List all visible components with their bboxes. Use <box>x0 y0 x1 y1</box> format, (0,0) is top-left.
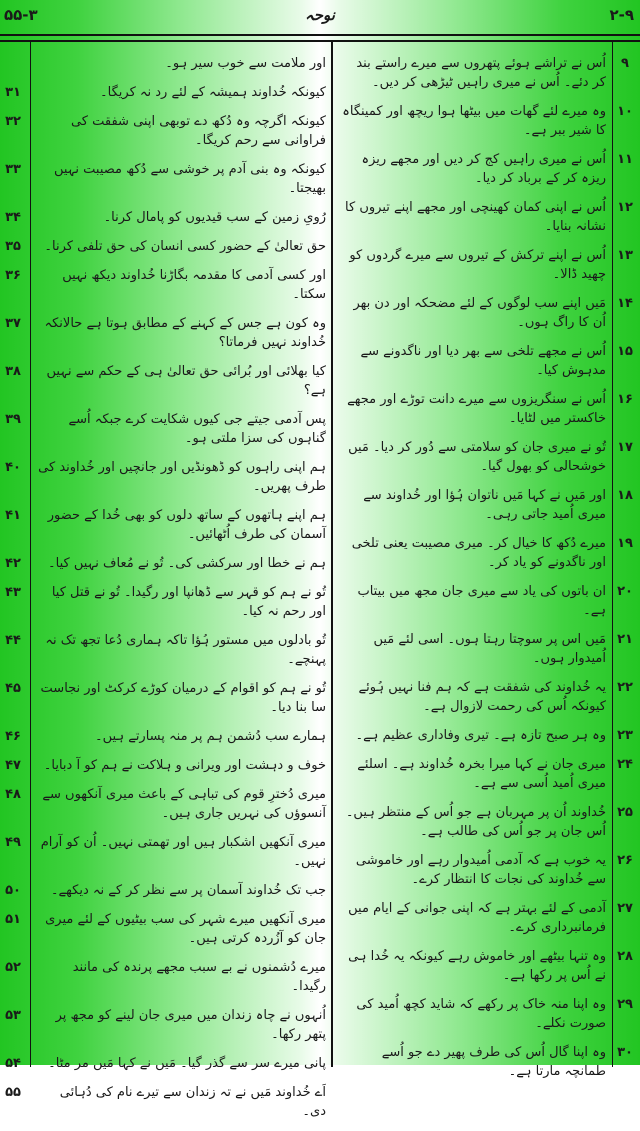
verse-number: ۴۰ <box>5 460 21 475</box>
verse-text: میری آنکھیں میرے شہر کی سب بیٹیوں کے لئے میری جان کو آزُردہ کرتی ہیں۔ <box>45 912 326 946</box>
verse-row <box>5 83 332 102</box>
verse-text: اور کسی آدمی کا مقدمہ بگاڑنا خُداوند دیکھ نہیں سکتا۔ <box>62 268 326 302</box>
verse-row <box>336 630 638 668</box>
verse-row <box>5 583 332 621</box>
page-header <box>0 0 640 36</box>
verse-number: ۲۴ <box>617 757 633 772</box>
verse-row <box>336 390 638 428</box>
verse-text: اُس نے سنگریزوں سے میرے دانت توڑے اور مجھے خاکستر میں لٹایا۔ <box>347 392 606 426</box>
verse-row <box>5 554 332 573</box>
verse-number: ۴۱ <box>5 508 21 523</box>
verse-row <box>336 246 638 284</box>
verse-number: ۴۸ <box>5 787 21 802</box>
verse-text: وہ اپنا منہ خاک پر رکھے کہ شاید کچھ اُمید کی صورت نکلے۔ <box>356 997 606 1031</box>
verse-row <box>5 785 332 823</box>
verse-number: ۲۱ <box>617 632 633 647</box>
verse-text: اُس نے تراشے ہوئے پتھروں سے میرے راستے بند کر دئے۔ اُس نے میری راہیں ٹیڑھی کر دیں۔ <box>356 56 606 90</box>
verse-row <box>336 294 638 332</box>
verse-row <box>5 410 332 448</box>
verse-row <box>336 726 638 745</box>
verse-number: ۲۰ <box>617 584 633 599</box>
verse-number: ۵۵ <box>5 1085 21 1100</box>
verse-text: اُس نے مجھے تلخی سے بھر دیا اور ناگدونے سے مدہوش کیا۔ <box>360 344 606 378</box>
verse-number: ۴۶ <box>5 729 21 744</box>
verse-text: پس آدمی جیتے جی کیوں شکایت کرے جبکہ اُسے گناہوں کی سزا ملتی ہو۔ <box>68 412 326 446</box>
verse-text: آدمی کے لئے بہتر ہے کہ اپنی جوانی کے ایام میں فرمانبرداری کرے۔ <box>348 901 606 935</box>
verse-text: خُداوند اُن پر مہربان ہے جو اُس کے منتظر ہیں۔ اُس جان پر جو اُس کی طالب ہے۔ <box>345 805 606 839</box>
verse-text: کیا بھلائی اور بُرائی حق تعالیٰ ہی کے حکم سے نہیں ہے؟ <box>46 364 326 398</box>
verse-row <box>336 486 638 524</box>
verse-text: ہمارے سب دُشمن ہم پر منہ پسارتے ہیں۔ <box>95 729 326 744</box>
verse-row <box>5 362 332 400</box>
verse-text: یہ خُداوند کی شفقت ہے کہ ہم فنا نہیں ہُوئے کیونکہ اُس کی رحمت لازوال ہے۔ <box>358 680 606 714</box>
verse-number: ۳۱ <box>5 85 21 100</box>
verse-number: ۲۹ <box>617 997 633 1012</box>
verse-text: وہ تنہا بیٹھے اور خاموش رہے کیونکہ یہ خُدا ہی نے اُس پر رکھا ہے۔ <box>348 949 606 983</box>
verse-number: ۵۳ <box>5 1008 21 1023</box>
verse-text: اُس نے اپنی کمان کھینچی اور مجھے اپنے تیروں کا نشانہ بنایا۔ <box>345 200 606 234</box>
verse-row <box>5 506 332 544</box>
verse-text: میرے دُکھ کا خیال کر۔ میری مصیبت یعنی تلخی اور ناگدونے کو یاد کر۔ <box>351 536 606 570</box>
verse-row <box>336 198 638 236</box>
verse-text: اُنہوں نے چاہ زندان میں میری جان لینے کو مجھ پر پتھر رکھا۔ <box>55 1008 326 1042</box>
verse-text: ان باتوں کی یاد سے میری جان مجھ میں بیتاب ہے۔ <box>357 584 606 618</box>
verse-number: ۱۹ <box>617 536 633 551</box>
verse-text: مَیں اس پر سوچتا رہتا ہوں۔ اسی لئے مَیں اُمیدوار ہوں۔ <box>373 632 606 666</box>
verse-number: ۴۴ <box>5 633 21 648</box>
verse-row <box>5 458 332 496</box>
verse-number: ۴۷ <box>5 758 21 773</box>
verse-row <box>336 54 638 92</box>
verse-text: مَیں اپنے سب لوگوں کے لئے مضحکہ اور دن بھر اُن کا راگ ہوں۔ <box>353 296 606 330</box>
verse-row <box>5 631 332 669</box>
verse-number: ۳۵ <box>5 239 21 254</box>
verse-text: وہ اپنا گال اُس کی طرف پھیر دے جو اُسے طمانچہ مارتا ہے۔ <box>381 1045 606 1079</box>
verse-text: ہم نے خطا اور سرکشی کی۔ تُو نے مُعاف نہیں کیا۔ <box>48 556 326 571</box>
verse-number: ۱۸ <box>617 488 633 503</box>
verse-number: ۱۳ <box>617 248 633 263</box>
verse-row <box>336 995 638 1033</box>
verse-number: ۱۷ <box>617 440 633 455</box>
verse-row <box>5 1054 332 1073</box>
verse-number: ۱۰ <box>617 104 633 119</box>
verse-number: ۵۲ <box>5 960 21 975</box>
verse-text: پانی میرے سر سے گذر گیا۔ مَیں نے کہا مَیں مر مٹا۔ <box>48 1056 326 1071</box>
verse-text: میری جان نے کہا میرا بخرہ خُداوند ہے۔ اسلئے میری اُمید اُسی سے ہے۔ <box>357 757 606 791</box>
verse-row <box>336 582 638 620</box>
verse-row <box>336 803 638 841</box>
verse-row <box>5 160 332 198</box>
verse-row <box>336 102 638 140</box>
verse-row <box>336 947 638 985</box>
right-text-column <box>336 54 638 1091</box>
verse-text: کیونکہ خُداوند ہمیشہ کے لئے رد نہ کریگا۔ <box>100 85 326 100</box>
verse-number: ۱۲ <box>617 200 633 215</box>
chapter-range-left: ۵۵-۳ <box>4 6 38 24</box>
verse-number: ۵۴ <box>5 1056 21 1071</box>
verse-number: ۴۳ <box>5 585 21 600</box>
verse-row <box>5 679 332 717</box>
verse-row <box>336 851 638 889</box>
verse-row <box>336 342 638 380</box>
verse-text: وہ میرے لئے گھات میں بیٹھا ہوا ریچھ اور کمینگاہ کا شیر ببر ہے۔ <box>342 104 606 138</box>
verse-text: ہم اپنی راہوں کو ڈھونڈیں اور جانچیں اور خُداوند کی طرف پھریں۔ <box>38 460 326 494</box>
verse-number: ۱۶ <box>617 392 633 407</box>
verse-row <box>30 54 332 73</box>
verse-row <box>5 756 332 775</box>
verse-number: ۳۹ <box>5 412 21 427</box>
verse-row <box>5 266 332 304</box>
verse-number: ۴۵ <box>5 681 21 696</box>
verse-number: ۳۷ <box>5 316 21 331</box>
verse-text: میرے دُشمنوں نے بے سبب مجھے پرندہ کی مانند رگیدا۔ <box>72 960 326 994</box>
verse-text: یہ خوب ہے کہ آدمی اُمیدوار رہے اور خاموشی سے خُداوند کی نجات کا انتظار کرے۔ <box>355 853 606 887</box>
verse-text: وہ کون ہے جس کے کہنے کے مطابق ہوتا ہے حالانکہ خُداوند نہیں فرماتا؟ <box>44 316 326 350</box>
verse-number: ۲۲ <box>617 680 633 695</box>
verse-row <box>5 958 332 996</box>
verse-number: ۳۸ <box>5 364 21 379</box>
verse-text: رُویِ زمین کے سب قیدیوں کو پامال کرنا۔ <box>103 210 326 225</box>
verse-text: میری آنکھیں اشکبار ہیں اور تھمتی نہیں۔ اُن کو آرام نہیں۔ <box>40 835 326 869</box>
verse-number: ۳۴ <box>5 210 21 225</box>
verse-text: کیونکہ وہ بنی آدم پر خوشی سے دُکھ مصیبت نہیں بھیجتا۔ <box>53 162 326 196</box>
verse-row <box>336 899 638 937</box>
verse-row <box>5 237 332 256</box>
verse-text: تُو بادلوں میں مستور ہُؤا تاکہ ہماری دُعا تجھ تک نہ پہنچے۔ <box>45 633 326 667</box>
verse-row <box>5 881 332 900</box>
verse-text: تُو نے ہم کو اقوام کے درمیان کوڑے کرکٹ اور نجاست سا بنا دیا۔ <box>40 681 326 715</box>
verse-text: اُس نے میری راہیں کج کر دیں اور مجھے ریزہ ریزہ کر کے برباد کر دیا۔ <box>361 152 606 186</box>
verse-number: ۲۳ <box>617 728 633 743</box>
verse-row <box>336 534 638 572</box>
verse-number: ۲۵ <box>617 805 633 820</box>
book-title: نوحہ <box>305 6 335 24</box>
chapter-range-right: ۲-۹ <box>609 6 634 24</box>
verse-row <box>336 678 638 716</box>
verse-row <box>5 208 332 227</box>
verse-text: خوف و دہشت اور ویرانی و ہلاکت نے ہم کو آ دبایا۔ <box>43 758 326 773</box>
verse-text: تُو نے میری جان کو سلامتی سے دُور کر دیا۔ مَیں خوشحالی کو بھول گیا۔ <box>348 440 606 474</box>
verse-number: ۲۷ <box>617 901 633 916</box>
verse-text: اَے خُداوند مَیں نے تہ زندان سے تیرے نام کی دُہائی دی۔ <box>59 1085 326 1119</box>
verse-number: ۹ <box>621 56 629 71</box>
verse-number: ۳۶ <box>5 268 21 283</box>
verse-row <box>5 910 332 948</box>
verse-row <box>5 1006 332 1044</box>
verse-number: ۴۲ <box>5 556 21 571</box>
verse-text: ہم اپنے ہاتھوں کے ساتھ دلوں کو بھی خُدا کے حضور آسمان کی طرف اُٹھائیں۔ <box>47 508 326 542</box>
verse-row <box>336 755 638 793</box>
verse-number: ۳۳ <box>5 162 21 177</box>
verse-text: اُس نے اپنے ترکش کے تیروں سے میرے گردوں کو چھید ڈالا۔ <box>349 248 606 282</box>
verse-number: ۵۰ <box>5 883 21 898</box>
verse-number: ۵۱ <box>5 912 21 927</box>
verse-text: تُو نے ہم کو قہر سے ڈھانپا اور رگیدا۔ تُو نے قتل کیا اور رحم نہ کیا۔ <box>51 585 326 619</box>
verse-row <box>5 1083 332 1121</box>
verse-text: اور مَیں نے کہا مَیں ناتوان ہُؤا اور خُداوند سے میری اُمید جاتی رہی۔ <box>363 488 606 522</box>
verse-text: میری دُخترِ قوم کی تباہی کے باعث میری آنکھوں سے آنسوؤں کی نہریں جاری ہیں۔ <box>42 787 326 821</box>
text-frame <box>0 40 640 1119</box>
verse-row <box>5 314 332 352</box>
verse-number: ۳۲ <box>5 114 21 129</box>
verse-row <box>336 1043 638 1081</box>
verse-text: اور ملامت سے خوب سیر ہو۔ <box>165 56 326 71</box>
verse-text: جب تک خُداوند آسمان پر سے نظر کر کے نہ دیکھے۔ <box>50 883 326 898</box>
verse-text: وہ ہر صبح تازہ ہے۔ تیری وفاداری عظیم ہے۔ <box>355 728 606 743</box>
verse-row <box>336 438 638 476</box>
verse-number: ۲۶ <box>617 853 633 868</box>
verse-number: ۳۰ <box>617 1045 633 1060</box>
verse-number: ۱۵ <box>617 344 633 359</box>
verse-row <box>5 833 332 871</box>
left-text-column <box>5 54 332 1131</box>
verse-number: ۱۴ <box>617 296 633 311</box>
verse-number: ۴۹ <box>5 835 21 850</box>
verse-number: ۲۸ <box>617 949 633 964</box>
verse-number: ۱۱ <box>617 152 633 167</box>
verse-text: حق تعالیٰ کے حضور کسی انسان کی حق تلفی کرنا۔ <box>44 239 326 254</box>
verse-row <box>5 112 332 150</box>
verse-text: کیونکہ اگرچہ وہ دُکھ دے توبھی اپنی شفقت کی فراوانی سے رحم کریگا۔ <box>70 114 326 148</box>
verse-row <box>5 727 332 746</box>
verse-row <box>336 150 638 188</box>
